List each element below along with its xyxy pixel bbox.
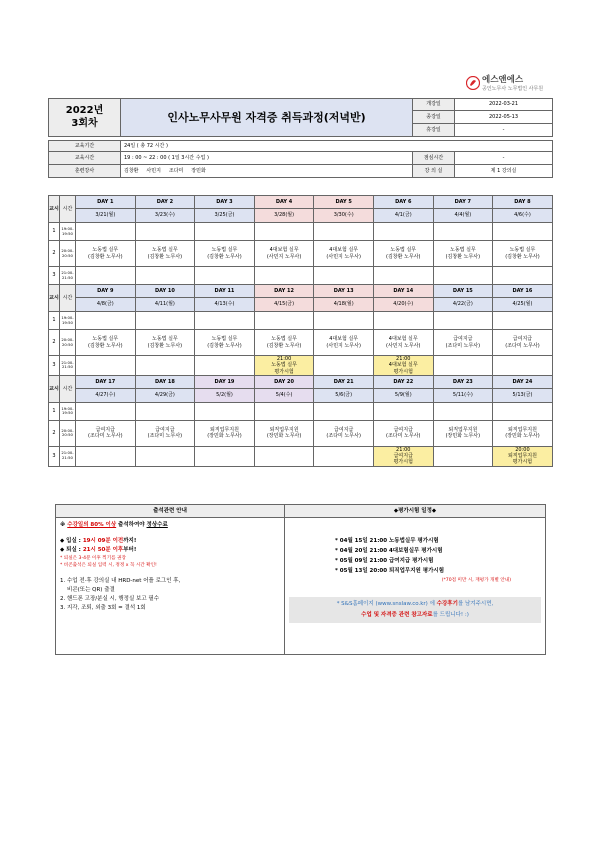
subject-cell: 노동법 실무 (김창환 노무사) bbox=[195, 330, 255, 356]
empty-slot bbox=[135, 356, 195, 376]
day-label: DAY 15 bbox=[433, 285, 493, 298]
time-header: 시간 bbox=[60, 375, 76, 402]
period-time: 20:00-20:50 bbox=[60, 241, 76, 267]
instructors-label: 훈련강사 bbox=[49, 165, 121, 178]
time-header: 시간 bbox=[60, 285, 76, 312]
period-value: 24일 ( 총 72 시간 ) bbox=[121, 141, 553, 152]
empty-slot bbox=[314, 223, 374, 241]
beacon-note: * 비콘출석은 퇴실 입력 시, 정정 x 꼭 시간 확인! bbox=[60, 563, 157, 569]
empty-slot bbox=[195, 402, 255, 420]
date-label: 5/11(수) bbox=[433, 388, 493, 402]
date-label: 4/20(수) bbox=[373, 298, 433, 312]
time-label: 교육시간 bbox=[49, 152, 121, 165]
day-label: DAY 22 bbox=[373, 375, 433, 388]
empty-slot bbox=[135, 446, 195, 466]
empty-slot bbox=[254, 267, 314, 285]
check-in-time: ◆ 입실 : 19시 09분 이전까지! bbox=[60, 537, 137, 544]
period-label: 교육기간 bbox=[49, 141, 121, 152]
date-label: 4/15(금) bbox=[254, 298, 314, 312]
exam-cell: 21:00 노동법 실무 평가시험 bbox=[254, 356, 314, 376]
subject-cell: 급여지급 (조다미 노무사) bbox=[373, 420, 433, 446]
time-value: 19 : 00 ~ 22 : 00 ( 1일 3시간 수업 ) bbox=[121, 152, 413, 165]
day-label: DAY 24 bbox=[493, 375, 553, 388]
date-label: 3/25(금) bbox=[195, 209, 255, 223]
instructors-value: 김창환 사민지 조다미 장민화 bbox=[121, 165, 413, 178]
empty-slot bbox=[195, 312, 255, 330]
period-number: 2 bbox=[49, 420, 60, 446]
day-label: DAY 4 bbox=[254, 196, 314, 209]
date-label: 4/8(금) bbox=[76, 298, 136, 312]
exam-cell: 21:00 4대보험 실무 평가시험 bbox=[373, 356, 433, 376]
exam-cell: 21:00 급여지급 평가시험 bbox=[373, 446, 433, 466]
check-out-time: ◆ 퇴실 : 21시 50분 이후부터! bbox=[60, 546, 137, 553]
date-label: 4/25(월) bbox=[493, 298, 553, 312]
subject-cell: 노동법 실무 (김창환 노무사) bbox=[76, 330, 136, 356]
empty-slot bbox=[493, 402, 553, 420]
empty-slot bbox=[314, 312, 374, 330]
subject-cell: 4대보험 실무 (사민지 노무사) bbox=[254, 241, 314, 267]
subject-cell: 노동법 실무 (김창환 노무사) bbox=[135, 330, 195, 356]
exam-item: * 04월 20일 21:00 4대보험실무 평가시험 bbox=[335, 547, 443, 554]
subject-cell: 노동법 실무 (김창환 노무사) bbox=[433, 241, 493, 267]
empty-slot bbox=[433, 402, 493, 420]
day-label: DAY 6 bbox=[373, 196, 433, 209]
day-label: DAY 13 bbox=[314, 285, 374, 298]
day-label: DAY 10 bbox=[135, 285, 195, 298]
empty-slot bbox=[135, 267, 195, 285]
date-label: 5/13(금) bbox=[493, 388, 553, 402]
date-label: 4/29(금) bbox=[135, 388, 195, 402]
empty-slot bbox=[254, 402, 314, 420]
day-label: DAY 1 bbox=[76, 196, 136, 209]
empty-slot bbox=[314, 446, 374, 466]
room-label: 강 의 실 bbox=[413, 165, 455, 178]
date-label: 4/13(수) bbox=[195, 298, 255, 312]
date-label: 5/2(월) bbox=[195, 388, 255, 402]
period-number: 3 bbox=[49, 356, 60, 376]
opening-date-label: 개강일 bbox=[413, 99, 455, 111]
empty-slot bbox=[76, 446, 136, 466]
date-label: 4/1(금) bbox=[373, 209, 433, 223]
subject-cell: 노동법 실무 (김창환 노무사) bbox=[493, 241, 553, 267]
attendance-title: 출석관련 안내 bbox=[56, 505, 285, 518]
empty-slot bbox=[493, 223, 553, 241]
subject-cell: 급여지급 (조다미 노무사) bbox=[314, 420, 374, 446]
date-label: 4/27(수) bbox=[76, 388, 136, 402]
subject-cell: 노동법 실무 (김창환 노무사) bbox=[195, 241, 255, 267]
empty-slot bbox=[76, 312, 136, 330]
subject-cell: 노동법 실무 (김창환 노무사) bbox=[76, 241, 136, 267]
year-round-cell bbox=[49, 99, 121, 137]
empty-slot bbox=[433, 356, 493, 376]
rule-3: 3. 지각, 조퇴, 외출 3회 = 결석 1회 bbox=[60, 604, 146, 611]
date-label: 5/9(월) bbox=[373, 388, 433, 402]
attendance-requirement: ※ 수강일의 80% 이상 출석하여야 정상수료 bbox=[60, 522, 168, 528]
day-label: DAY 7 bbox=[433, 196, 493, 209]
promo-line-1: * S&S홈페이지 (www.snslaw.co.kr) 에 수강후기를 남겨주시면, bbox=[336, 601, 494, 608]
subject-cell: 급여지급 (조다미 노무사) bbox=[135, 420, 195, 446]
empty-slot bbox=[76, 356, 136, 376]
period-header: 교시 bbox=[49, 285, 60, 312]
schedule-table bbox=[48, 195, 553, 467]
exam-body bbox=[285, 518, 546, 655]
empty-slot bbox=[314, 356, 374, 376]
day-label: DAY 21 bbox=[314, 375, 374, 388]
day-label: DAY 3 bbox=[195, 196, 255, 209]
period-header: 교시 bbox=[49, 375, 60, 402]
period-time: 21:00-21:50 bbox=[60, 356, 76, 376]
company-logo-name: 에스앤에스 bbox=[482, 75, 524, 85]
empty-slot bbox=[76, 267, 136, 285]
exam-title: ◆평가시험 일정◆ bbox=[285, 505, 546, 518]
subject-cell: 퇴직업무지원 (장민화 노무사) bbox=[254, 420, 314, 446]
exam-cell: 20:00 퇴직업무지원 평가시험 bbox=[493, 446, 553, 466]
date-label: 3/30(수) bbox=[314, 209, 374, 223]
day-label: DAY 8 bbox=[493, 196, 553, 209]
empty-slot bbox=[195, 446, 255, 466]
subject-cell: 4대보험 실무 (사민지 노무사) bbox=[314, 241, 374, 267]
date-label: 5/6(금) bbox=[314, 388, 374, 402]
promo-line-2: 수업 및 자격증 관련 참고자료를 드립니다! :) bbox=[361, 612, 469, 619]
period-number: 2 bbox=[49, 330, 60, 356]
subject-cell: 노동법 실무 (김창환 노무사) bbox=[373, 241, 433, 267]
date-label: 3/28(월) bbox=[254, 209, 314, 223]
holiday-label: 휴강일 bbox=[413, 124, 455, 137]
day-label: DAY 2 bbox=[135, 196, 195, 209]
day-label: DAY 12 bbox=[254, 285, 314, 298]
period-number: 1 bbox=[49, 312, 60, 330]
empty-slot bbox=[433, 267, 493, 285]
date-label: 4/11(월) bbox=[135, 298, 195, 312]
day-label: DAY 5 bbox=[314, 196, 374, 209]
empty-slot bbox=[195, 267, 255, 285]
course-title: 인사노무사무원 자격증 취득과정(저녁반) bbox=[121, 99, 413, 137]
period-time: 20:00-20:50 bbox=[60, 330, 76, 356]
subject-cell: 급여지급 (조다미 노무사) bbox=[493, 330, 553, 356]
closing-date-label: 종강일 bbox=[413, 111, 455, 124]
subject-cell: 4대보험 실무 (사민지 노무사) bbox=[314, 330, 374, 356]
day-label: DAY 19 bbox=[195, 375, 255, 388]
period-time: 19:00-19:50 bbox=[60, 223, 76, 241]
period-time: 20:00-20:50 bbox=[60, 420, 76, 446]
break-label: 점심시간 bbox=[413, 152, 455, 165]
time-header: 시간 bbox=[60, 196, 76, 223]
date-label: 4/22(금) bbox=[433, 298, 493, 312]
empty-slot bbox=[135, 223, 195, 241]
subject-cell: 4대보험 실무 (사민지 노무사) bbox=[373, 330, 433, 356]
empty-slot bbox=[76, 402, 136, 420]
subject-cell: 노동법 실무 (김창환 노무사) bbox=[254, 330, 314, 356]
empty-slot bbox=[433, 446, 493, 466]
empty-slot bbox=[135, 402, 195, 420]
period-header: 교시 bbox=[49, 196, 60, 223]
day-label: DAY 11 bbox=[195, 285, 255, 298]
info-table bbox=[55, 504, 546, 655]
date-label: 4/6(수) bbox=[493, 209, 553, 223]
holiday-value: - bbox=[455, 124, 553, 137]
date-label: 3/23(수) bbox=[135, 209, 195, 223]
exam-item: * 05월 09일 21:00 급여지급 평가시험 bbox=[335, 557, 434, 564]
empty-slot bbox=[373, 312, 433, 330]
company-logo-icon bbox=[466, 76, 480, 90]
date-label: 4/4(월) bbox=[433, 209, 493, 223]
round-label: 3회차 bbox=[71, 117, 98, 129]
rule-1: 1. 수업 전·후 강의실 내 HRD-net 어플 로그인 후, bbox=[60, 578, 181, 585]
period-time: 21:00-21:50 bbox=[60, 446, 76, 466]
period-number: 3 bbox=[49, 267, 60, 285]
empty-slot bbox=[433, 223, 493, 241]
exam-item: * 04월 15일 21:00 노동법실무 평가시험 bbox=[335, 538, 439, 544]
empty-slot bbox=[373, 402, 433, 420]
course-info-table bbox=[48, 98, 553, 178]
empty-slot bbox=[493, 356, 553, 376]
room-value: 제 1 강의실 bbox=[455, 165, 553, 178]
empty-slot bbox=[76, 223, 136, 241]
empty-slot bbox=[135, 312, 195, 330]
date-label: 5/4(수) bbox=[254, 388, 314, 402]
day-label: DAY 20 bbox=[254, 375, 314, 388]
closing-date-value: 2022-05-13 bbox=[455, 111, 553, 124]
empty-slot bbox=[433, 312, 493, 330]
day-label: DAY 23 bbox=[433, 375, 493, 388]
empty-slot bbox=[373, 267, 433, 285]
period-time: 19:00-19:50 bbox=[60, 312, 76, 330]
day-label: DAY 16 bbox=[493, 285, 553, 298]
period-time: 19:00-19:50 bbox=[60, 402, 76, 420]
subject-cell: 퇴직업무지원 (장민화 노무사) bbox=[433, 420, 493, 446]
attendance-body bbox=[56, 518, 285, 655]
check-out-note: * 퇴실은 3-4분 이후 찍기를 권장 bbox=[60, 555, 126, 561]
empty-slot bbox=[254, 446, 314, 466]
day-label: DAY 9 bbox=[76, 285, 136, 298]
empty-slot bbox=[314, 267, 374, 285]
subject-cell: 퇴직업무지원 (장민화 노무사) bbox=[493, 420, 553, 446]
company-logo-subtitle: 공인노무사 노무법인 사무원 bbox=[482, 86, 544, 92]
period-number: 1 bbox=[49, 223, 60, 241]
day-label: DAY 17 bbox=[76, 375, 136, 388]
empty-slot bbox=[254, 223, 314, 241]
subject-cell: 노동법 실무 (김창환 노무사) bbox=[135, 241, 195, 267]
empty-slot bbox=[493, 312, 553, 330]
day-label: DAY 18 bbox=[135, 375, 195, 388]
period-number: 2 bbox=[49, 241, 60, 267]
date-label: 3/21(월) bbox=[76, 209, 136, 223]
year-label: 2022년 bbox=[65, 105, 104, 116]
subject-cell: 급여지급 (조다미 노무사) bbox=[433, 330, 493, 356]
review-promo bbox=[289, 597, 541, 623]
exam-retest-note: (*70점 미만 시, 재평가 개별 안내) bbox=[441, 577, 511, 583]
subject-cell: 급여지급 (조다미 노무사) bbox=[76, 420, 136, 446]
period-number: 1 bbox=[49, 402, 60, 420]
period-number: 3 bbox=[49, 446, 60, 466]
rule-1-cont: 비콘(또는 QR) 출결 bbox=[67, 586, 115, 593]
day-label: DAY 14 bbox=[373, 285, 433, 298]
exam-list bbox=[289, 538, 541, 583]
break-value: - bbox=[455, 152, 553, 165]
subject-cell: 퇴직업무지원 (장민화 노무사) bbox=[195, 420, 255, 446]
empty-slot bbox=[195, 223, 255, 241]
empty-slot bbox=[493, 267, 553, 285]
exam-item: * 05월 13일 20:00 퇴직업무지원 평가시험 bbox=[335, 567, 445, 574]
empty-slot bbox=[373, 223, 433, 241]
empty-slot bbox=[195, 356, 255, 376]
date-label: 4/18(월) bbox=[314, 298, 374, 312]
empty-slot bbox=[254, 312, 314, 330]
rule-2: 2. 핸드폰 고장/분실 시, 행정실 보고 필수 bbox=[60, 595, 160, 602]
period-time: 21:00-21:50 bbox=[60, 267, 76, 285]
empty-slot bbox=[314, 402, 374, 420]
opening-date-value: 2022-03-21 bbox=[455, 99, 553, 111]
